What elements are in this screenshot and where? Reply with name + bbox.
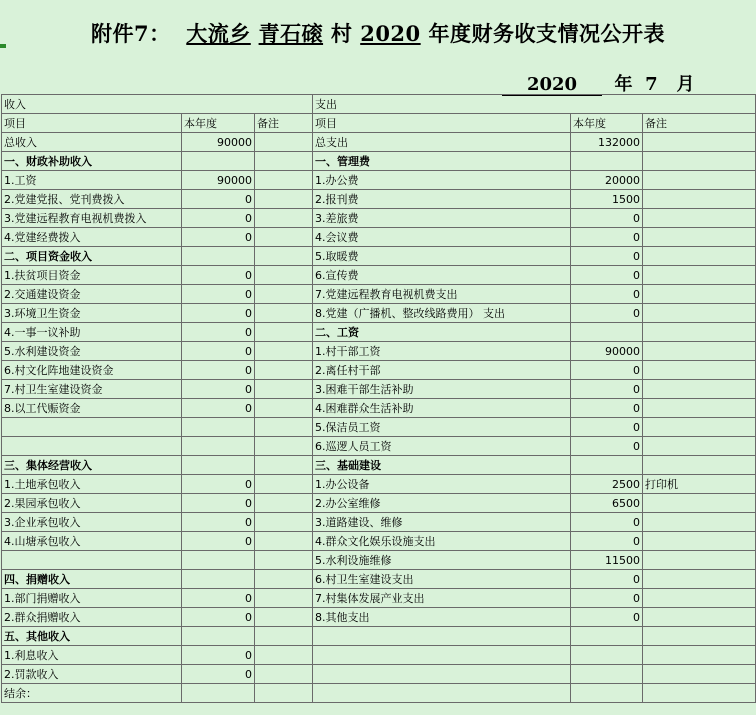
expense-item-cell[interactable]: 5.保洁员工资 bbox=[313, 418, 571, 437]
income-note-cell[interactable] bbox=[255, 228, 313, 247]
table-row bbox=[2, 646, 756, 665]
expense-note-cell[interactable] bbox=[643, 418, 756, 437]
income-item-cell[interactable]: 8.以工代赈资金 bbox=[2, 399, 182, 418]
income-note-cell[interactable] bbox=[255, 285, 313, 304]
expense-note-cell[interactable] bbox=[643, 494, 756, 513]
table-row bbox=[2, 171, 756, 190]
total-income-label[interactable]: 总收入 bbox=[2, 133, 182, 152]
date-year-label: 年 bbox=[614, 74, 633, 95]
expense-item-cell[interactable]: 7.党建远程教育电视机费支出 bbox=[313, 285, 571, 304]
expense-note-cell[interactable] bbox=[643, 684, 756, 703]
income-value-cell[interactable]: 0 bbox=[182, 304, 255, 323]
table-row bbox=[2, 228, 756, 247]
expense-note-cell[interactable] bbox=[643, 608, 756, 627]
table-row bbox=[2, 323, 756, 342]
expense-note-cell[interactable] bbox=[643, 646, 756, 665]
income-note-cell[interactable] bbox=[255, 627, 313, 646]
income-note-cell[interactable] bbox=[255, 532, 313, 551]
income-item-cell[interactable]: 一、财政补助收入 bbox=[2, 152, 182, 171]
expense-value-cell[interactable]: 0 bbox=[571, 418, 643, 437]
income-item-cell[interactable]: 3.环境卫生资金 bbox=[2, 304, 182, 323]
expense-value-cell[interactable]: 0 bbox=[571, 361, 643, 380]
table-row bbox=[2, 152, 756, 171]
expense-item-cell[interactable] bbox=[313, 684, 571, 703]
table-row bbox=[2, 532, 756, 551]
expense-item-cell[interactable]: 二、工资 bbox=[313, 323, 571, 342]
expense-value-cell[interactable]: 0 bbox=[571, 266, 643, 285]
total-expense-value[interactable]: 132000 bbox=[571, 133, 643, 152]
income-value-cell[interactable]: 0 bbox=[182, 646, 255, 665]
expense-note-cell[interactable] bbox=[643, 589, 756, 608]
total-income-value[interactable]: 90000 bbox=[182, 133, 255, 152]
income-item-cell[interactable]: 结余： bbox=[2, 684, 182, 703]
income-value-cell[interactable] bbox=[182, 551, 255, 570]
table-row bbox=[2, 209, 756, 228]
expense-item-cell[interactable]: 3.道路建设、维修 bbox=[313, 513, 571, 532]
income-value-cell[interactable]: 0 bbox=[182, 209, 255, 228]
income-item-cell[interactable] bbox=[2, 418, 182, 437]
expense-value-cell[interactable] bbox=[571, 646, 643, 665]
income-item-cell[interactable]: 2.党建党报、党刊费拨入 bbox=[2, 190, 182, 209]
income-note-cell[interactable] bbox=[255, 570, 313, 589]
total-expense-note[interactable] bbox=[643, 133, 756, 152]
income-item-cell[interactable]: 4.党建经费拨入 bbox=[2, 228, 182, 247]
income-item-cell[interactable]: 三、集体经营收入 bbox=[2, 456, 182, 475]
income-note-cell[interactable] bbox=[255, 589, 313, 608]
expense-note-cell[interactable] bbox=[643, 171, 756, 190]
income-value-cell[interactable]: 0 bbox=[182, 228, 255, 247]
income-note-header[interactable]: 备注 bbox=[255, 114, 313, 133]
income-note-cell[interactable] bbox=[255, 361, 313, 380]
finance-table bbox=[1, 94, 756, 703]
income-value-cell[interactable]: 0 bbox=[182, 399, 255, 418]
income-item-cell[interactable]: 4.山塘承包收入 bbox=[2, 532, 182, 551]
expense-value-cell[interactable]: 0 bbox=[571, 247, 643, 266]
expense-note-cell[interactable] bbox=[643, 285, 756, 304]
expense-item-cell[interactable]: 8.党建（广播机、整改线路费用） 支出 bbox=[313, 304, 571, 323]
table-row bbox=[2, 399, 756, 418]
income-note-cell[interactable] bbox=[255, 247, 313, 266]
income-item-cell[interactable]: 五、其他收入 bbox=[2, 627, 182, 646]
expense-value-cell[interactable] bbox=[571, 323, 643, 342]
title-prefix: 附件7： bbox=[91, 21, 171, 46]
expense-value-cell[interactable]: 2500 bbox=[571, 475, 643, 494]
expense-item-cell[interactable]: 7.村集体发展产业支出 bbox=[313, 589, 571, 608]
table-row bbox=[2, 190, 756, 209]
expense-item-cell[interactable]: 三、基础建设 bbox=[313, 456, 571, 475]
income-item-cell[interactable]: 5.水利建设资金 bbox=[2, 342, 182, 361]
table-row bbox=[2, 361, 756, 380]
income-item-cell[interactable]: 2.罚款收入 bbox=[2, 665, 182, 684]
title-suffix: 年度财务收支情况公开表 bbox=[428, 21, 665, 46]
expense-value-cell[interactable] bbox=[571, 665, 643, 684]
income-value-cell[interactable]: 0 bbox=[182, 190, 255, 209]
expense-item-cell[interactable] bbox=[313, 646, 571, 665]
income-value-cell[interactable] bbox=[182, 418, 255, 437]
expense-note-cell[interactable] bbox=[643, 532, 756, 551]
title-cun: 村 bbox=[330, 21, 353, 46]
table-row bbox=[2, 475, 756, 494]
income-value-cell[interactable] bbox=[182, 247, 255, 266]
income-this-year-header[interactable]: 本年度 bbox=[182, 114, 255, 133]
table-row bbox=[2, 665, 756, 684]
income-item-cell[interactable]: 1.土地承包收入 bbox=[2, 475, 182, 494]
expense-section-header[interactable]: 支出 bbox=[313, 95, 756, 114]
income-value-cell[interactable]: 0 bbox=[182, 608, 255, 627]
total-expense-label[interactable]: 总支出 bbox=[313, 133, 571, 152]
expense-this-year-header[interactable]: 本年度 bbox=[571, 114, 643, 133]
income-note-cell[interactable] bbox=[255, 646, 313, 665]
table-row bbox=[2, 437, 756, 456]
date-line bbox=[502, 70, 694, 96]
expense-note-cell[interactable] bbox=[643, 190, 756, 209]
expense-value-cell[interactable]: 0 bbox=[571, 589, 643, 608]
expense-item-cell[interactable] bbox=[313, 665, 571, 684]
expense-note-cell[interactable] bbox=[643, 228, 756, 247]
expense-item-cell[interactable]: 5.水利设施维修 bbox=[313, 551, 571, 570]
income-section-header[interactable]: 收入 bbox=[2, 95, 313, 114]
income-item-cell[interactable]: 4.一事一议补助 bbox=[2, 323, 182, 342]
income-note-cell[interactable] bbox=[255, 608, 313, 627]
income-item-header[interactable]: 项目 bbox=[2, 114, 182, 133]
expense-note-cell[interactable] bbox=[643, 266, 756, 285]
expense-note-cell[interactable]: 打印机 bbox=[643, 475, 756, 494]
expense-item-cell[interactable]: 1.办公费 bbox=[313, 171, 571, 190]
expense-item-cell[interactable]: 4.会议费 bbox=[313, 228, 571, 247]
title-year: 2020 bbox=[360, 21, 421, 46]
expense-note-cell[interactable] bbox=[643, 323, 756, 342]
income-value-cell[interactable]: 0 bbox=[182, 513, 255, 532]
expense-item-header[interactable]: 项目 bbox=[313, 114, 571, 133]
income-item-cell[interactable]: 6.村文化阵地建设资金 bbox=[2, 361, 182, 380]
expense-item-cell[interactable]: 6.村卫生室建设支出 bbox=[313, 570, 571, 589]
income-value-cell[interactable]: 0 bbox=[182, 380, 255, 399]
income-item-cell[interactable]: 1.利息收入 bbox=[2, 646, 182, 665]
income-value-cell[interactable] bbox=[182, 627, 255, 646]
expense-item-cell[interactable]: 一、管理费 bbox=[313, 152, 571, 171]
expense-item-cell[interactable]: 2.办公室维修 bbox=[313, 494, 571, 513]
expense-value-cell[interactable]: 0 bbox=[571, 570, 643, 589]
header-row-columns bbox=[2, 114, 756, 133]
expense-value-cell[interactable]: 90000 bbox=[571, 342, 643, 361]
income-value-cell[interactable]: 0 bbox=[182, 323, 255, 342]
expense-item-cell[interactable]: 2.报刊费 bbox=[313, 190, 571, 209]
table-row bbox=[2, 608, 756, 627]
income-note-cell[interactable] bbox=[255, 418, 313, 437]
income-item-cell[interactable]: 2.群众捐赠收入 bbox=[2, 608, 182, 627]
expense-item-cell[interactable]: 5.取暖费 bbox=[313, 247, 571, 266]
income-item-cell[interactable]: 3.党建远程教育电视机费拨入 bbox=[2, 209, 182, 228]
expense-note-cell[interactable] bbox=[643, 152, 756, 171]
expense-item-cell[interactable]: 1.办公设备 bbox=[313, 475, 571, 494]
income-value-cell[interactable]: 0 bbox=[182, 361, 255, 380]
expense-item-cell[interactable]: 4.困难群众生活补助 bbox=[313, 399, 571, 418]
expense-value-cell[interactable] bbox=[571, 456, 643, 475]
income-value-cell[interactable]: 0 bbox=[182, 266, 255, 285]
expense-item-cell[interactable]: 2.离任村干部 bbox=[313, 361, 571, 380]
income-item-cell[interactable]: 7.村卫生室建设资金 bbox=[2, 380, 182, 399]
income-value-cell[interactable] bbox=[182, 152, 255, 171]
income-note-cell[interactable] bbox=[255, 551, 313, 570]
table-row bbox=[2, 684, 756, 703]
income-note-cell[interactable] bbox=[255, 190, 313, 209]
expense-value-cell[interactable]: 0 bbox=[571, 608, 643, 627]
expense-value-cell[interactable] bbox=[571, 152, 643, 171]
date-month-label: 月 bbox=[676, 74, 695, 95]
page-title bbox=[0, 18, 756, 48]
income-item-cell[interactable]: 3.企业承包收入 bbox=[2, 513, 182, 532]
expense-note-header[interactable]: 备注 bbox=[643, 114, 756, 133]
income-value-cell[interactable]: 0 bbox=[182, 342, 255, 361]
expense-value-cell[interactable]: 1500 bbox=[571, 190, 643, 209]
expense-value-cell[interactable]: 0 bbox=[571, 285, 643, 304]
expense-note-cell[interactable] bbox=[643, 361, 756, 380]
income-note-cell[interactable] bbox=[255, 380, 313, 399]
income-note-cell[interactable] bbox=[255, 399, 313, 418]
expense-item-cell[interactable]: 6.巡逻人员工资 bbox=[313, 437, 571, 456]
income-value-cell[interactable] bbox=[182, 684, 255, 703]
income-item-cell[interactable] bbox=[2, 437, 182, 456]
expense-value-cell[interactable]: 11500 bbox=[571, 551, 643, 570]
income-item-cell[interactable]: 2.交通建设资金 bbox=[2, 285, 182, 304]
expense-value-cell[interactable]: 0 bbox=[571, 399, 643, 418]
income-note-cell[interactable] bbox=[255, 342, 313, 361]
header-row-section bbox=[2, 95, 756, 114]
table-row bbox=[2, 494, 756, 513]
table-row bbox=[2, 342, 756, 361]
expense-note-cell[interactable] bbox=[643, 456, 756, 475]
expense-note-cell[interactable] bbox=[643, 437, 756, 456]
income-item-cell[interactable]: 二、项目资金收入 bbox=[2, 247, 182, 266]
expense-note-cell[interactable] bbox=[643, 551, 756, 570]
title-village: 青石磙 bbox=[258, 21, 324, 46]
income-value-cell[interactable]: 0 bbox=[182, 285, 255, 304]
income-value-cell[interactable] bbox=[182, 456, 255, 475]
expense-item-cell[interactable]: 8.其他支出 bbox=[313, 608, 571, 627]
expense-value-cell[interactable]: 0 bbox=[571, 380, 643, 399]
expense-item-cell[interactable]: 1.村干部工资 bbox=[313, 342, 571, 361]
expense-note-cell[interactable] bbox=[643, 342, 756, 361]
expense-item-cell[interactable]: 3.差旅费 bbox=[313, 209, 571, 228]
table-row bbox=[2, 247, 756, 266]
expense-value-cell[interactable]: 0 bbox=[571, 304, 643, 323]
expense-note-cell[interactable] bbox=[643, 247, 756, 266]
income-value-cell[interactable]: 0 bbox=[182, 532, 255, 551]
income-value-cell[interactable]: 0 bbox=[182, 494, 255, 513]
date-year: 2020 bbox=[502, 74, 602, 96]
income-note-cell[interactable] bbox=[255, 475, 313, 494]
expense-note-cell[interactable] bbox=[643, 380, 756, 399]
table-row bbox=[2, 380, 756, 399]
expense-note-cell[interactable] bbox=[643, 665, 756, 684]
income-item-cell[interactable] bbox=[2, 551, 182, 570]
expense-note-cell[interactable] bbox=[643, 513, 756, 532]
expense-value-cell[interactable]: 0 bbox=[571, 437, 643, 456]
expense-value-cell[interactable] bbox=[571, 627, 643, 646]
expense-value-cell[interactable]: 0 bbox=[571, 209, 643, 228]
income-note-cell[interactable] bbox=[255, 684, 313, 703]
table-row bbox=[2, 456, 756, 475]
income-value-cell[interactable]: 90000 bbox=[182, 171, 255, 190]
table-row bbox=[2, 627, 756, 646]
income-note-cell[interactable] bbox=[255, 171, 313, 190]
expense-value-cell[interactable]: 0 bbox=[571, 228, 643, 247]
total-income-note[interactable] bbox=[255, 133, 313, 152]
expense-item-cell[interactable]: 6.宣传费 bbox=[313, 266, 571, 285]
income-note-cell[interactable] bbox=[255, 665, 313, 684]
table-row bbox=[2, 266, 756, 285]
expense-note-cell[interactable] bbox=[643, 399, 756, 418]
income-item-cell[interactable]: 1.工资 bbox=[2, 171, 182, 190]
income-item-cell[interactable]: 2.果园承包收入 bbox=[2, 494, 182, 513]
expense-note-cell[interactable] bbox=[643, 570, 756, 589]
income-item-cell[interactable]: 四、捐赠收入 bbox=[2, 570, 182, 589]
table-row bbox=[2, 418, 756, 437]
table-row bbox=[2, 285, 756, 304]
income-value-cell[interactable] bbox=[182, 570, 255, 589]
table-row bbox=[2, 570, 756, 589]
expense-value-cell[interactable] bbox=[571, 684, 643, 703]
income-item-cell[interactable]: 1.扶贫项目资金 bbox=[2, 266, 182, 285]
expense-value-cell[interactable]: 0 bbox=[571, 513, 643, 532]
table-row bbox=[2, 551, 756, 570]
income-note-cell[interactable] bbox=[255, 152, 313, 171]
title-township: 大流乡 bbox=[186, 21, 251, 46]
expense-note-cell[interactable] bbox=[643, 627, 756, 646]
expense-note-cell[interactable] bbox=[643, 304, 756, 323]
income-note-cell[interactable] bbox=[255, 513, 313, 532]
table-row bbox=[2, 304, 756, 323]
income-item-cell[interactable]: 1.部门捐赠收入 bbox=[2, 589, 182, 608]
income-note-cell[interactable] bbox=[255, 209, 313, 228]
totals-row bbox=[2, 133, 756, 152]
expense-item-cell[interactable]: 4.群众文化娱乐设施支出 bbox=[313, 532, 571, 551]
expense-note-cell[interactable] bbox=[643, 209, 756, 228]
expense-item-cell[interactable]: 3.困难干部生活补助 bbox=[313, 380, 571, 399]
income-value-cell[interactable]: 0 bbox=[182, 475, 255, 494]
income-note-cell[interactable] bbox=[255, 266, 313, 285]
income-note-cell[interactable] bbox=[255, 456, 313, 475]
income-value-cell[interactable] bbox=[182, 437, 255, 456]
income-value-cell[interactable]: 0 bbox=[182, 589, 255, 608]
date-month: 7 bbox=[645, 74, 658, 95]
table-row bbox=[2, 589, 756, 608]
income-note-cell[interactable] bbox=[255, 323, 313, 342]
expense-value-cell[interactable]: 6500 bbox=[571, 494, 643, 513]
income-value-cell[interactable]: 0 bbox=[182, 665, 255, 684]
table-row bbox=[2, 513, 756, 532]
income-note-cell[interactable] bbox=[255, 437, 313, 456]
expense-item-cell[interactable] bbox=[313, 627, 571, 646]
expense-value-cell[interactable]: 20000 bbox=[571, 171, 643, 190]
income-note-cell[interactable] bbox=[255, 304, 313, 323]
expense-value-cell[interactable]: 0 bbox=[571, 532, 643, 551]
income-note-cell[interactable] bbox=[255, 494, 313, 513]
